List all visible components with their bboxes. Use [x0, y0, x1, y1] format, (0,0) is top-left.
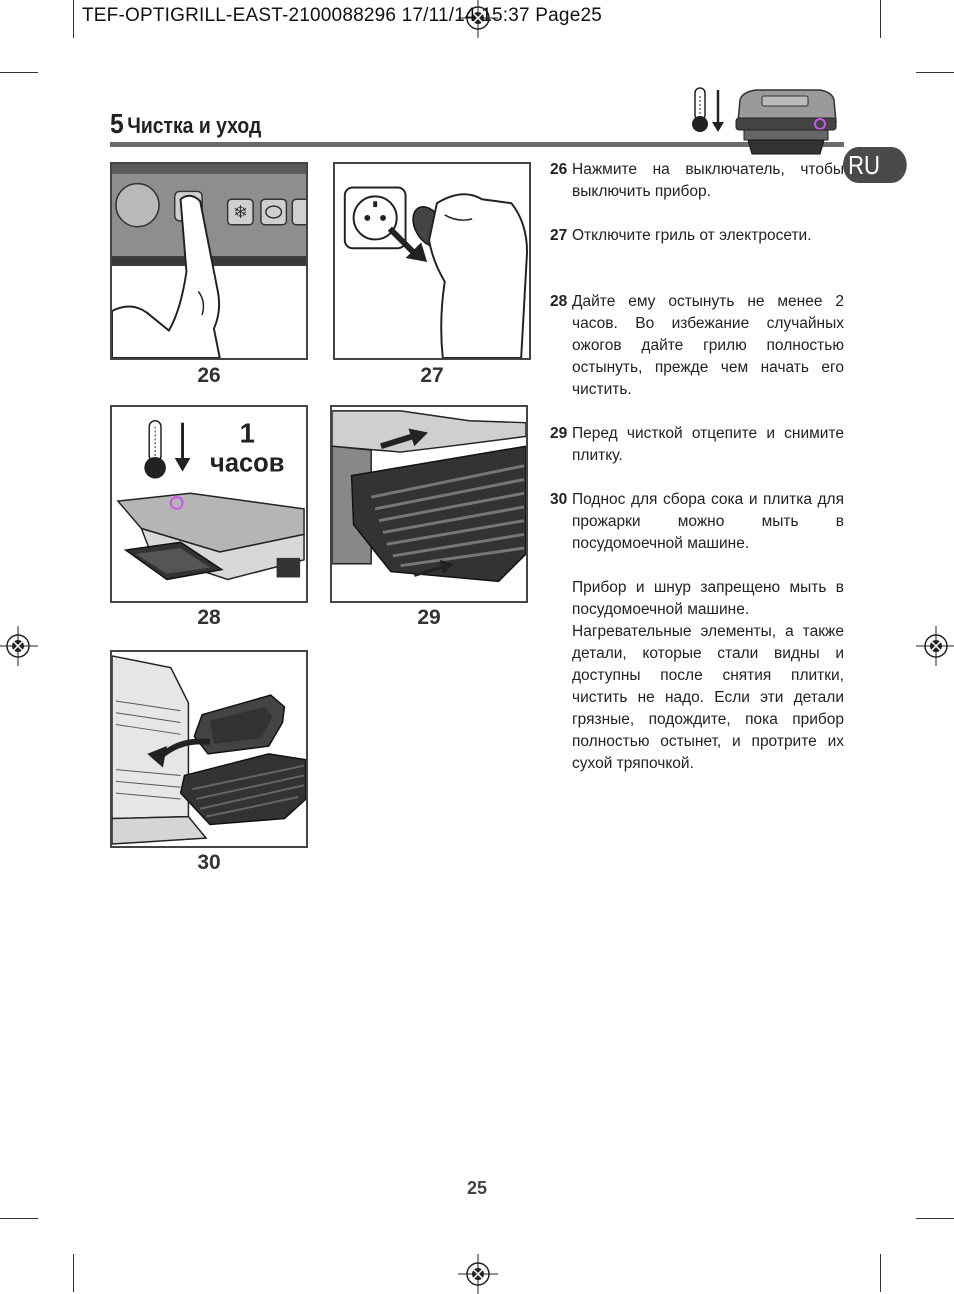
page-number: 25 — [466, 1178, 488, 1198]
step-number: 29 — [550, 425, 568, 442]
step-29 — [550, 423, 844, 467]
step-28 — [550, 291, 844, 401]
figure-29 — [330, 405, 528, 603]
cooling-time-unit: часов — [210, 449, 285, 478]
cooling-time-value: 1 — [239, 417, 255, 449]
crop-mark — [0, 72, 38, 73]
crop-mark — [73, 1254, 74, 1292]
figure-29-illustration — [332, 407, 526, 601]
instruction-steps — [550, 159, 844, 797]
figure-30-illustration — [112, 652, 306, 846]
crop-mark — [916, 72, 954, 73]
step-30 — [550, 489, 844, 775]
figure-26-number: 26 — [197, 364, 221, 387]
step-27 — [550, 225, 844, 247]
section-title — [110, 108, 261, 140]
registration-mark-icon — [916, 626, 954, 666]
figure-30 — [110, 650, 308, 848]
crop-mark — [880, 1254, 881, 1292]
figure-27-number: 27 — [420, 364, 444, 387]
step-26 — [550, 159, 844, 203]
figure-27 — [333, 162, 531, 360]
crop-mark — [73, 0, 74, 38]
step-text: Поднос для сбора сока и плитка для прожарки можно мыть в посудомоечной машине. — [572, 491, 844, 552]
section-title-text: Чистка и уход — [127, 113, 262, 138]
figure-30-number: 30 — [197, 851, 221, 874]
figure-26-illustration — [112, 164, 306, 358]
crop-mark — [916, 1218, 954, 1219]
step-number: 28 — [550, 293, 568, 310]
step-text: Отключите гриль от электросети. — [572, 227, 812, 244]
section-number: 5 — [110, 108, 124, 139]
step-text: Прибор и шнур запрещено мыть в посудомоечной машине. — [572, 579, 844, 618]
step-text: Нажмите на выключатель, чтобы выключить прибор. — [572, 161, 844, 200]
step-number: 27 — [550, 227, 568, 244]
step-text: Перед чисткой отцепите и снимите плитку. — [572, 425, 844, 464]
step-number: 30 — [550, 491, 568, 508]
crop-mark — [880, 0, 881, 38]
figure-28-number: 28 — [197, 606, 221, 629]
grill-appliance-icon — [732, 86, 840, 162]
figure-29-number: 29 — [417, 606, 441, 629]
crop-mark — [0, 1218, 38, 1219]
figure-26 — [110, 162, 308, 360]
step-number: 26 — [550, 161, 568, 178]
figure-28-illustration — [112, 407, 306, 601]
cooling-thermometer-icon — [688, 86, 728, 134]
step-text: Дайте ему остынуть не менее 2 часов. Во избежание случайных ожогов дайте грилю полностью остынуть, прежде чем начать его чистить. — [572, 293, 844, 398]
figure-27-illustration — [335, 164, 529, 358]
figure-28 — [110, 405, 308, 603]
print-header: TEF-OPTIGRILL-EAST-2100088296 17/11/14 15:37 Page25 — [82, 5, 602, 26]
language-tab: RU — [843, 147, 907, 183]
step-text: Нагревательные элементы, а также детали, которые стали видны и доступны после снятия плитки, чистить не надо. Если эти детали грязные, подождите, пока прибор полностью остынет, и протрите их сухой тряпочкой. — [572, 623, 844, 772]
registration-mark-icon — [0, 626, 38, 666]
svg-text:❄: ❄ — [232, 202, 248, 223]
registration-mark-icon — [458, 1254, 498, 1294]
